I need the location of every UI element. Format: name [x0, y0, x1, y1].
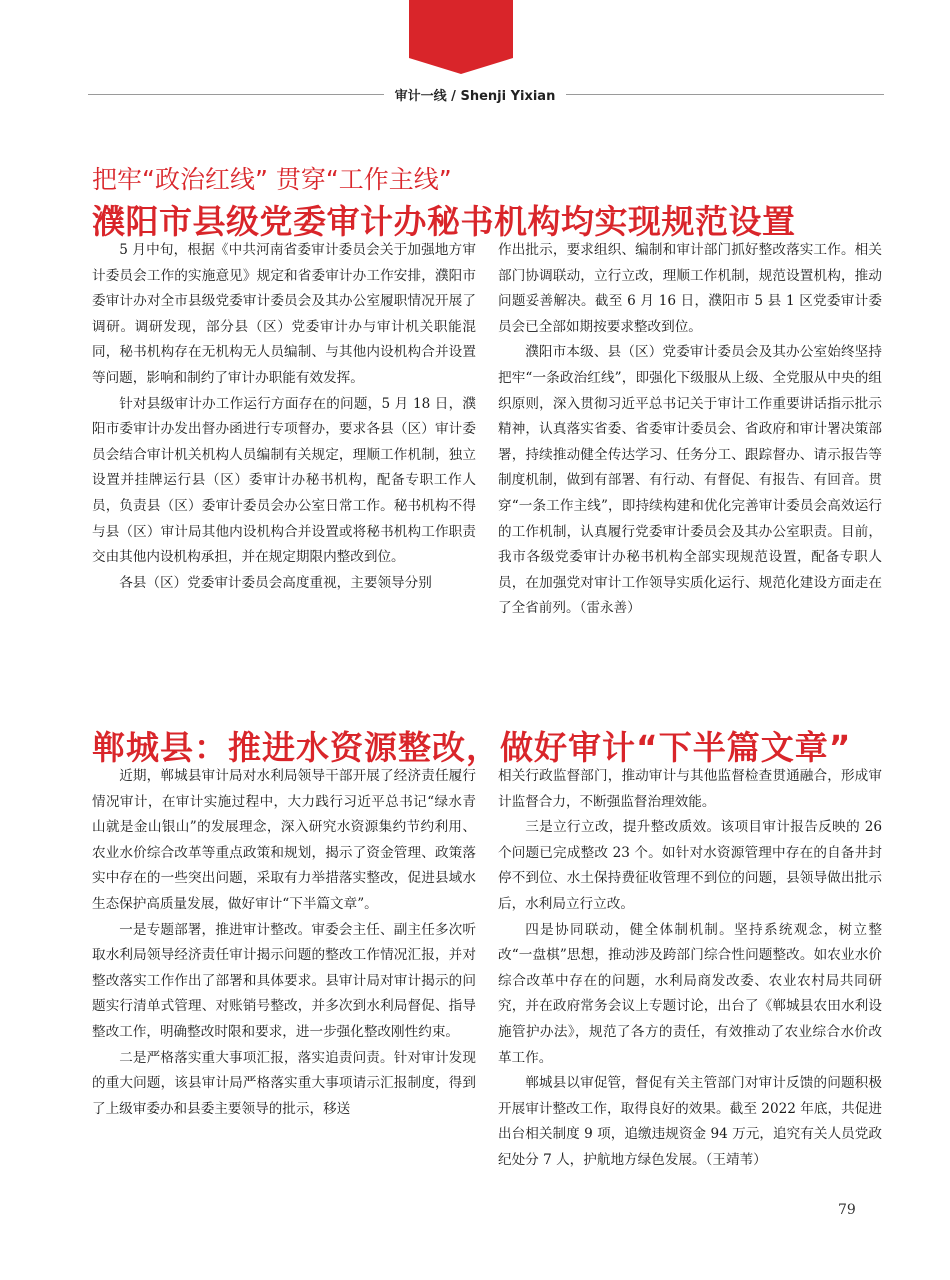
section-header: 审计一线 / Shenji Yixian	[394, 89, 556, 104]
page-number: 79	[838, 1202, 856, 1218]
article1-column-right	[498, 238, 882, 622]
section-tab	[409, 0, 513, 58]
article1-title: 濮阳市县级党委审计办秘书机构均实现规范设置	[92, 202, 796, 241]
article2-column-right	[498, 764, 882, 1174]
paragraph: 郸城县以审促管，督促有关主管部门对审计反馈的问题积极开展审计整改工作，取得良好的效果。截至 2022 年底，共促进出台相关制度 9 项，追缴违规资金 94 万元，追究有关人员党政纪处分 7 人，护航地方绿色发展。（王靖苇）	[498, 1075, 882, 1168]
paragraph: 二是严格落实重大事项汇报，落实追责问责。针对审计发现的重大问题，该县审计局严格落实重大事项请示汇报制度，得到了上级审委办和县委主要领导的批示，移送	[92, 1049, 476, 1117]
paragraph: 相关行政监督部门，推动审计与其他监督检查贯通融合，形成审计监督合力，不断强监督治理效能。	[498, 768, 882, 810]
article1-column-left	[92, 238, 476, 596]
paragraph: 一是专题部署，推进审计整改。审委会主任、副主任多次听取水利局领导经济责任审计揭示问题的整改工作情况汇报，并对整改落实工作作出了部署和具体要求。县审计局对审计揭示的问题实行清单式管理、对账销号整改，并多次到水利局督促、指导整改工作，明确整改时限和要求，进一步强化整改刚性约束。	[92, 921, 476, 1040]
paragraph: 四是协同联动，健全体制机制。坚持系统观念，树立整改“一盘棋”思想，推动涉及跨部门综合性问题整改。如农业水价综合改革中存在的问题，水利局商发改委、农业农村局共同研究，并在政府常务会议上专题讨论，出台了《郸城县农田水利设施管护办法》，规范了各方的责任，有效推动了农业综合水价改革工作。	[498, 921, 882, 1066]
paragraph: 三是立行立改，提升整改质效。该项目审计报告反映的 26 个问题已完成整改 23 个。如针对水资源管理中存在的自备井封停不到位、水土保持费征收管理不到位的问题，县领导做出批示后，水利局立行立改。	[498, 819, 882, 912]
paragraph: 近期，郸城县审计局对水利局领导干部开展了经济责任履行情况审计，在审计实施过程中，大力践行习近平总书记“绿水青山就是金山银山”的发展理念，深入研究水资源集约节约利用、农业水价综合改革等重点政策和规划，揭示了资金管理、政策落实中存在的一些突出问题，采取有力举措落实整改，促进县域水生态保护高质量发展，做好审计“下半篇文章”。	[92, 768, 476, 912]
header-rule-right	[566, 94, 884, 95]
paragraph: 濮阳市本级、县（区）党委审计委员会及其办公室始终坚持把牢“一条政治红线”，即强化下级服从上级、全党服从中央的组织原则，深入贯彻习近平总书记关于审计工作重要讲话指示批示精神，认真落实省委、省委审计委员会、省政府和审计署决策部署，持续推动健全传达学习、任务分工、跟踪督办、请示报告等制度机制，做到有部署、有行动、有督促、有报告、有回音。贯穿“一条工作主线”，即持续构建和优化完善审计委员会高效运行的工作机制，认真履行党委审计委员会及其办公室职责。目前，我市各级党委审计办秘书机构全部实现规范设置，配备专职人员，在加强党对审计工作领导实质化运行、规范化建设方面走在了全省前列。（雷永善）	[498, 344, 882, 617]
article1-kicker: 把牢“政治红线” 贯穿“工作主线”	[92, 165, 452, 194]
article2-column-left	[92, 764, 476, 1122]
header-rule-left	[88, 94, 384, 95]
paragraph: 针对县级审计办工作运行方面存在的问题，5 月 18 日，濮阳市委审计办发出督办函进行专项督办，要求各县（区）审计委员会结合审计机关机构人员编制有关规定，理顺工作机制，独立设置并挂牌运行县（区）委审计办秘书机构，配备专职工作人员，负责县（区）委审计委员会办公室日常工作。秘书机构不得与县（区）审计局其他内设机构合并设置或将秘书机构工作职责交由其他内设机构承担，并在规定期限内整改到位。	[92, 395, 476, 566]
article2-title: 郸城县：推进水资源整改，做好审计“下半篇文章”	[92, 728, 852, 767]
section-tab-tip	[409, 58, 513, 74]
paragraph: 5 月中旬，根据《中共河南省委审计委员会关于加强地方审计委员会工作的实施意见》规定和省委审计办工作安排，濮阳市委审计办对全市县级党委审计委员会及其办公室履职情况开展了调研。调研发现，部分县（区）党委审计办与审计机关职能混同，秘书机构存在无机构无人员编制、与其他内设机构合并设置等问题，影响和制约了审计办职能有效发挥。	[92, 242, 476, 386]
paragraph: 各县（区）党委审计委员会高度重视，主要领导分别	[119, 574, 432, 591]
paragraph: 作出批示，要求组织、编制和审计部门抓好整改落实工作。相关部门协调联动，立行立改，理顺工作机制，规范设置机构，推动问题妥善解决。截至 6 月 16 日，濮阳市 5 县 1 区党委审计委员会已全部如期按要求整改到位。	[498, 242, 882, 335]
